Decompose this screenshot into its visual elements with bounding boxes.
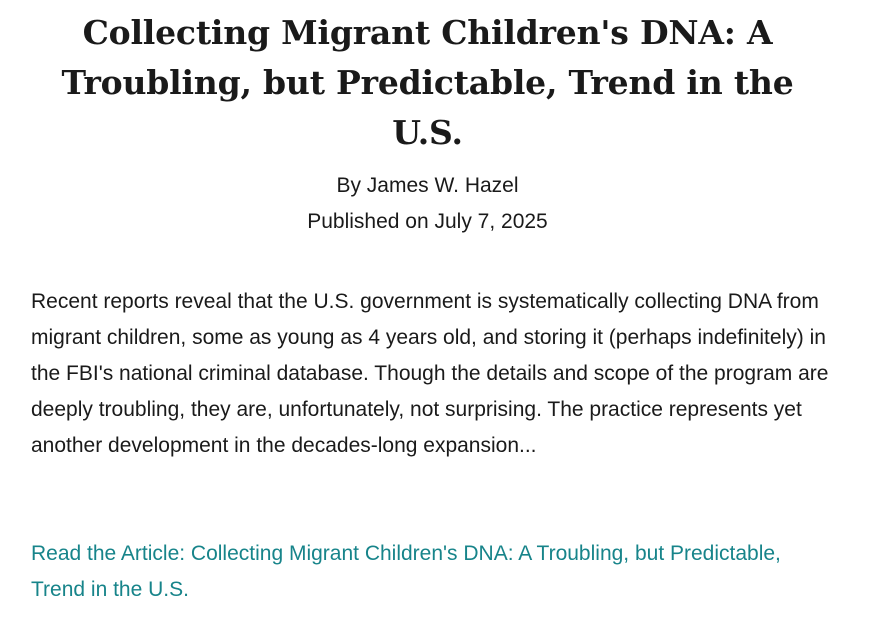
published-date: Published on July 7, 2025 bbox=[307, 210, 548, 233]
article-title: Collecting Migrant Children's DNA: A Troubling, but Predictable, Trend in the U.S. bbox=[61, 13, 794, 152]
article-excerpt: Recent reports reveal that the U.S. government is systematically collecting DNA from migrant children, some as young as 4 years old, and storing it (perhaps indefinitely) in the FBI's national criminal database. Though the details and scope of the program are deeply troubling, they are, unfortunately, not surprising. The practice represents yet another development in the decades-long expansion... bbox=[31, 290, 829, 457]
read-article-link[interactable]: Read the Article: Collecting Migrant Children's DNA: A Troubling, but Predictable, Trend in the U.S. bbox=[31, 542, 781, 601]
article-byline: By James W. Hazel bbox=[336, 174, 519, 197]
